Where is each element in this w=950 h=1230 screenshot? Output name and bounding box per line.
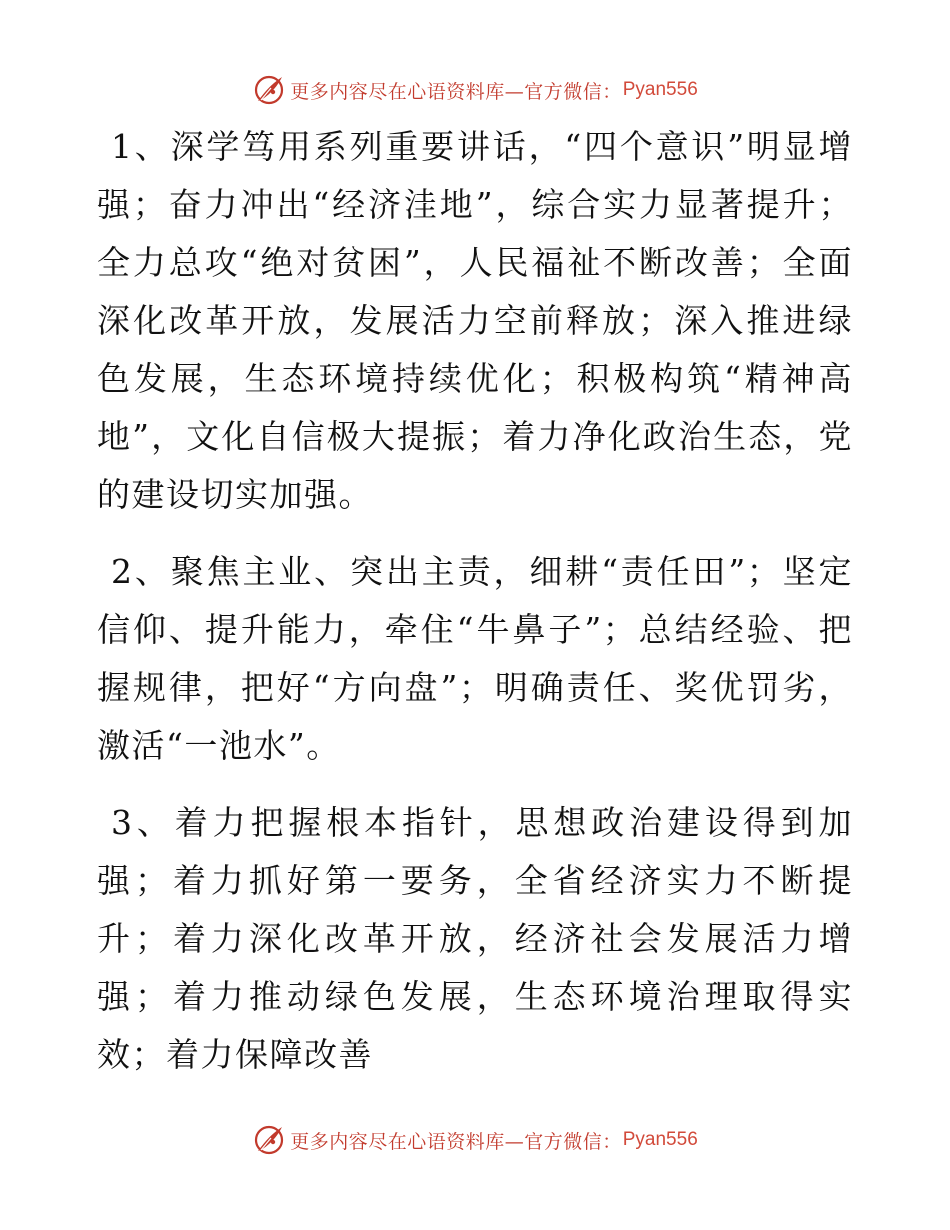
paragraph-1: 1、深学笃用系列重要讲话，“四个意识”明显增强；奋力冲出“经济洼地”，综合实力显著提升；全力总攻“绝对贫困”，人民福祉不断改善；全面深化改革开放，发展活力空前释放；深入推进绿色发展，生态环境持续优化；积极构筑“精神高地”，文化自信极大提振；着力净化政治生态，党的建设切实加强。 (97, 127, 853, 514)
paragraph-2: 2、聚焦主业、突出主责，细耕“责任田”；坚定信仰、提升能力，牵住“牛鼻子”；总结经验、把握规律，把好“方向盘”；明确责任、奖优罚劣，激活“一池水”。 (97, 552, 853, 765)
header-wechat-handle: Pyan556 (622, 79, 698, 100)
quill-pen-logo-icon (252, 1123, 286, 1157)
document-body (97, 118, 853, 1103)
footer-banner (0, 1120, 950, 1160)
header-promo-text: 更多内容尽在心语资料库—官方微信： (290, 80, 622, 103)
quill-pen-logo-icon (252, 73, 286, 107)
footer-wechat-handle: Pyan556 (622, 1129, 698, 1150)
footer-promo-text: 更多内容尽在心语资料库—官方微信： (290, 1130, 622, 1153)
paragraph-3: 3、着力把握根本指针，思想政治建设得到加强；着力抓好第一要务，全省经济实力不断提升；着力深化改革开放，经济社会发展活力增强；着力推动绿色发展，生态环境治理取得实效；着力保障改善 (97, 803, 853, 1074)
header-banner (0, 70, 950, 110)
